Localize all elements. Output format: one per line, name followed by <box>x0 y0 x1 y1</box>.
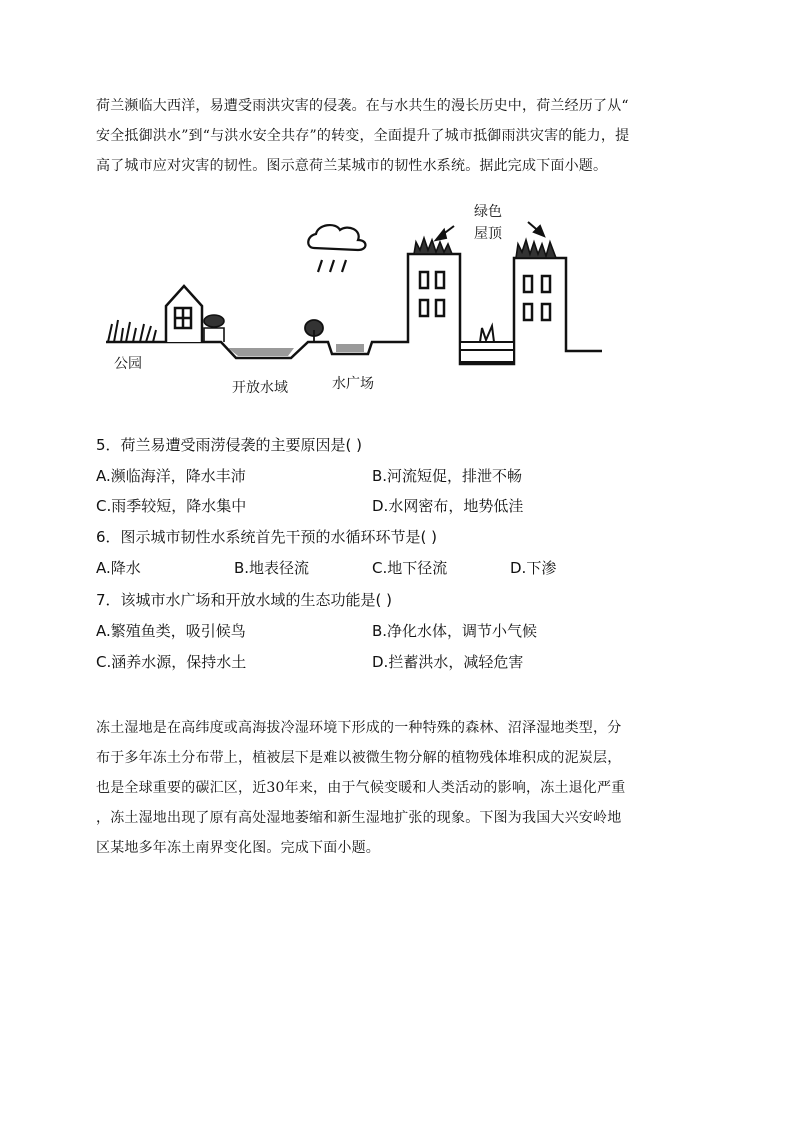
paragraph-line: 也是全球重要的碳汇区，近30年来，由于气候变暖和人类活动的影响，冻土退化严重 <box>96 780 626 796</box>
question-5-option-b: B.河流短促，排泄不畅 <box>372 467 523 485</box>
question-7-option-c: C.涵养水源，保持水土 <box>96 653 247 671</box>
paragraph-line: 冻土湿地是在高纬度或高海拔冷湿环境下形成的一种特殊的森林、沼泽湿地类型，分 <box>96 720 622 736</box>
park-grass-icon <box>108 320 156 342</box>
paragraph-line: 高了城市应对灾害的韧性。图示意荷兰某城市的韧性水系统。据此完成下面小题。 <box>96 158 608 174</box>
ground-line <box>106 254 460 358</box>
question-5-option-a: A.濒临海洋，降水丰沛 <box>96 467 246 485</box>
plant-icon <box>305 320 323 342</box>
paragraph-line: 区某地多年冻土南界变化图。完成下面小题。 <box>96 840 380 856</box>
water-square-label: 水广场 <box>332 376 374 392</box>
water-square <box>336 344 364 352</box>
question-5-option-c: C.雨季较短，降水集中 <box>96 497 247 515</box>
resilient-water-system-diagram <box>96 196 616 406</box>
question-6-option-b: B.地表径流 <box>234 559 310 577</box>
paragraph-line: ，冻土湿地出现了原有高处湿地萎缩和新生湿地扩张的现象。下图为我国大兴安岭地 <box>96 810 622 826</box>
question-7-stem: 7．该城市水广场和开放水域的生态功能是( ) <box>96 591 393 609</box>
question-6-stem: 6．图示城市韧性水系统首先干预的水循环环节是( ) <box>96 528 438 546</box>
rain-cloud-icon <box>308 225 365 272</box>
shrub-icon <box>204 315 224 342</box>
intro-paragraph-netherlands <box>96 91 700 181</box>
open-water <box>228 348 294 356</box>
green-roof-label: 屋顶 <box>474 226 502 242</box>
question-6-option-c: C.地下径流 <box>372 559 448 577</box>
house-icon <box>166 286 202 342</box>
question-5-option-d: D.水网密布，地势低洼 <box>372 497 524 515</box>
question-5-stem: 5．荷兰易遭受雨涝侵袭的主要原因是( ) <box>96 436 363 454</box>
open-water-label: 开放水域 <box>232 380 288 396</box>
building-left <box>420 272 444 316</box>
question-6-option-d: D.下渗 <box>510 559 557 577</box>
question-7-option-a: A.繁殖鱼类，吸引候鸟 <box>96 622 246 640</box>
paragraph-line: 布于多年冻土分布带上，植被层下是难以被微生物分解的植物残体堆积成的泥炭层， <box>96 750 622 766</box>
paragraph-line: 荷兰濒临大西洋，易遭受雨洪灾害的侵袭。在与水共生的漫长历史中，荷兰经历了从“ <box>96 98 629 114</box>
paragraph-line: 安全抵御洪水”到“与洪水安全共存”的转变，全面提升了城市抵御雨洪灾害的能力，提 <box>96 128 630 144</box>
park-label: 公园 <box>114 356 142 372</box>
question-7-option-d: D.拦蓄洪水，减轻危害 <box>372 653 524 671</box>
building-right <box>524 276 550 320</box>
intro-paragraph-permafrost <box>96 713 700 863</box>
green-roof-label: 绿色 <box>474 204 502 220</box>
planter-box-icon <box>460 326 514 362</box>
question-7-option-b: B.净化水体，调节小气候 <box>372 622 538 640</box>
question-6-option-a: A.降水 <box>96 559 141 577</box>
